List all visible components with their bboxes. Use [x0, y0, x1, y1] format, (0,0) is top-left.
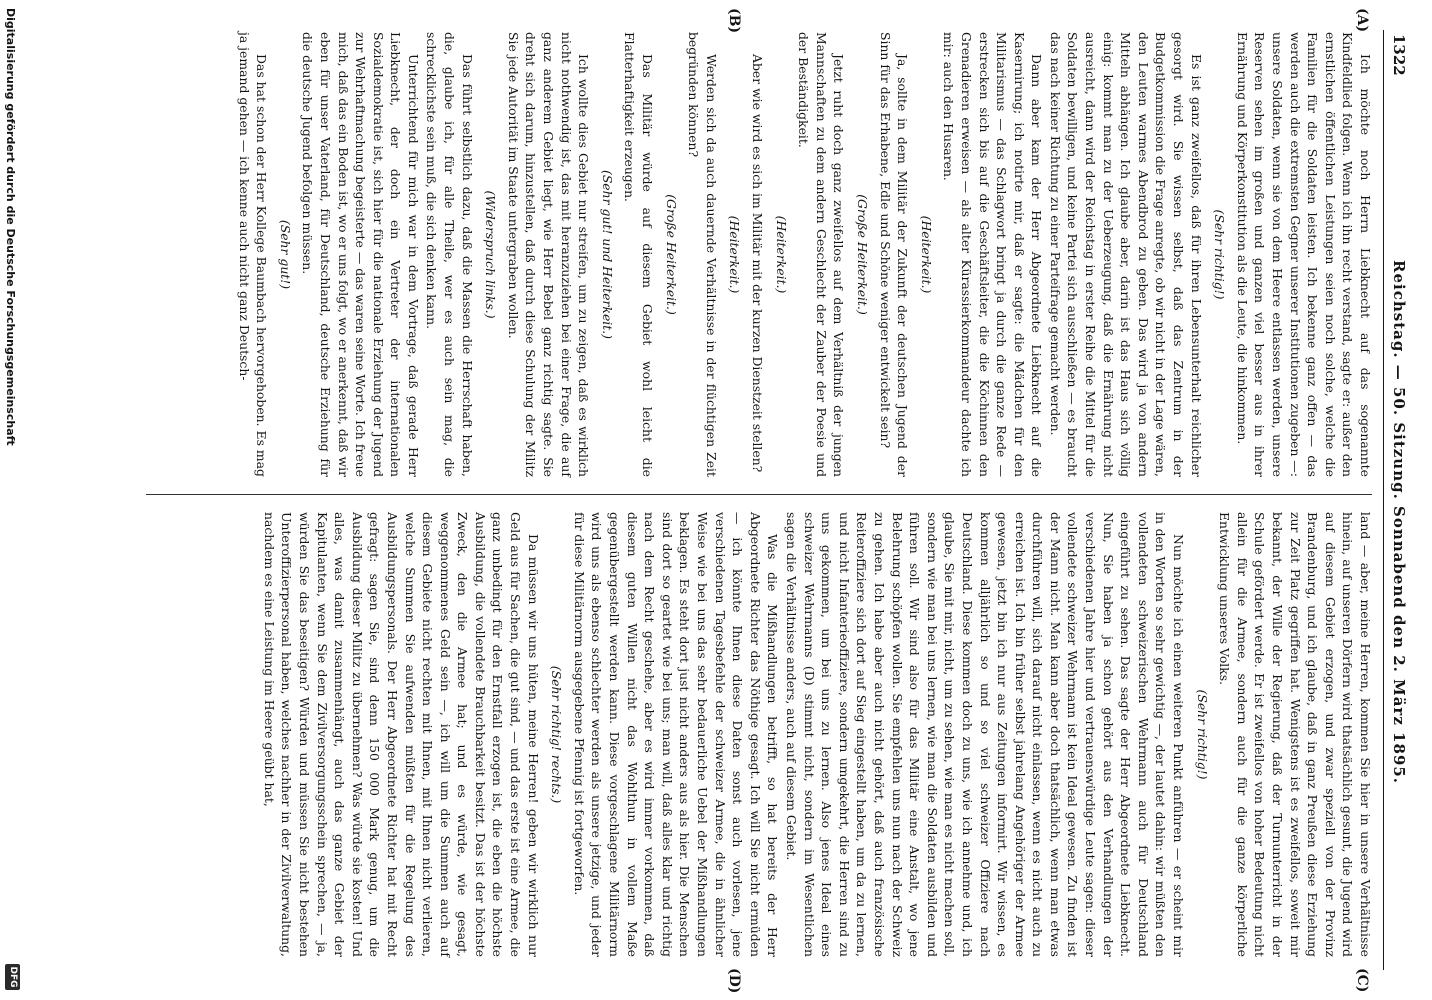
paragraph: Ich möchte noch Herrn Liebknecht auf das sogenannte Kindfeldlied folgen. Wenn ich ihn recht verstand, sagte er: außer den ernstlichen öffentlichen Leistungen seien noch solche, welche die Familien für die Soldaten leisten. Ich bekenne ganz offen — das werden auch die extremsten Gegner unserer Institutionen zugeben —: unsere Soldaten, wenn sie von dem Heere entlassen werden, unsere Reserven sehen im großen und ganzen viel besser aus in ihrer Ernährung und Körperkonstitution als die Leute, die hinkommen. — [1234, 32, 1373, 477]
interjection: (Sehr gut! und Heiterkeit.) — [599, 169, 615, 340]
interjection: (Große Heiterkeit.) — [663, 194, 679, 315]
interjection: (Sehr richtig!) — [1212, 209, 1228, 300]
paragraph: Da müssen wir uns hüten, meine Herren! geben wir wirklich nur Geld aus für Sachen, die gut sind, — und das erste ist eine Armee, die ganz unbedingt für den Ernstfall erzogen ist, die eben die höchste Ausbildung, die vollendete Brauchbarkeit besitzt. Das ist der höchste Zweck, den die Armee hat; und es würde, wie gesagt, weggenommenes Geld sein —, ich will um die Summen auch auf diesem Gebiete nicht rechten mit Ihnen, mit Ihnen nicht verlieren, welche Summen Sie aufwenden müßten für die Regelung des Ausbildungspersonals. Der Herr Abgeordnete Richter hat mit Recht gefragt: sagen Sie, sind denn 150 000 Mark genug, um die Ausbildung dieser Militz zu übernehmen? Was würde sie kosten! Und alles, was damit zusammenhängt, auch das ganze Gebiet der Kapitulanten, wenn Sie dem Zivilversorgungsschein sprechen, — ja, würden Sie das beseitigen? Würden und müssen Sie nicht bestehen Unteroffizierpersonal haben, welches nachher in der Zivilverwaltung, nachdem es eine Leistung im Heere geübt hat, — [261, 512, 541, 957]
margin-mark-a: (A) — [1354, 8, 1370, 33]
paragraph: Nun möchte ich einen weiteren Punkt anführen — er scheint mir in den Worten so sehr gewichtig —, der lautet dahin: wir müßten den vollendeten schweizerischen Wehrmann auch für Deutschland eingeführt zu sehen. Das sagte der Herr Abgeordnete Liebknecht. Nun, Sie haben ja schon gehört aus den Verhandlungen der verschiedenen Jahre hier und vertrauenswürdige Leute sagen: dieser vollendete schweizer Wehrmann ist kein Ideal gewesen. Zu finden ist der Mann nicht. Man kann aber doch thatsächlich, wenn man etwas durchführen will, sich darauf nicht einlassen, wenn es nicht auch zu erreichen ist. Ich bin früher selbst jahrelang Angehöriger der Armee gewesen, jetzt bin ich nur aus Zeitungen informirt. Wir wissen, es kommen alljährlich so und so viel schweizer Offiziere nach Deutschland. Diese kommen doch zu uns, wie ich annehme und, ich glaube, Sie mit mir, nicht, um zu sehen, wie man es nicht machen soll, sondern wie man bei uns lernen, wie man die Soldaten ausbilden und führen soll. Wir sind also für das Militär eine Anstalt, wo jene Belehrung schöpfen wollen. Sie empfehlen uns nun nach der Schweiz zu gehen. Ich habe aber auch nicht gehört, daß auch französische Reiteroffiziere sich dort auf Sieg eingestellt haben, um da zu lernen, und nicht Infanterieoffiziere, sondern umgekehrt, die Herren sind zu uns gekommen, um bei uns zu lernen. Also jenes Ideal eines schweizer Wehrmanns (D) stimmt nicht, sondern im Wesentlichen sagen die Verhältnisse anders, auch auf diesem Gebiet. — [784, 512, 1187, 957]
interjection: (Sehr gut!) — [277, 219, 293, 290]
interjection: (Sehr richtig! rechts.) — [549, 665, 565, 804]
paragraph: Das Militär würde auf diesem Gebiet wohl leicht die Flatterhaftigkeit erzeugen. — [622, 32, 656, 477]
column-divider — [146, 494, 1372, 495]
margin-mark-d: (D) — [726, 968, 742, 994]
page-number: 1322 — [1390, 34, 1408, 76]
interjection: (Heiterkeit.) — [773, 215, 789, 294]
paragraph: land — aber, meine Herren, kommen Sie hier in unsere Verhältnisse hinein, auf unseren Dörfern wird thatsächlich gesunt, die Jugend wird auf diesem Gebiet erzogen, und zwar speziell von der Provinz Brandenburg, und ich glaube, daß in ganz Preußen diese Erziehung zur Zeit Platz gegriffen hat. Wenigstens ist es zweifellos, soweit mir bekannt, der Wille der Regierung, daß der Turnunterricht in der Schule gefördert werde. Er ist zweifellos von hoher Bedeutung nicht allein für die Armee, sondern auch für die ganze körperliche Entwicklung unseres Volks. — [1217, 512, 1373, 957]
interjection: (Widerspruch links.) — [483, 190, 499, 319]
paragraph: Ich wollte dies Gebiet nur streifen, um zu zeigen, daß es wirklich nicht nothwendig ist, das mit heranzuziehen bei einer Frage, die auf ganz anderem Gebiet liegt, wie Herr Bebel ganz richtig sagte. Sie dreht sich darum, hinzustellen, daß durch diese Schulung der Militz Sie jede Autorität im Staate untergraben wollen. — [505, 32, 592, 477]
dfg-logo: DFG — [5, 964, 20, 990]
interjection: (Sehr richtig!) — [1194, 689, 1210, 780]
page-header — [1383, 30, 1410, 970]
margin-mark-b: (B) — [726, 8, 742, 34]
paragraph: Dann aber kam der Herr Abgeordnete Liebknecht auf die Kasernirung; ich notirte mir, daß er sagte: die Mädchen für den Militarismus — das Schlagwort bringt ja durch die ganze Rede — erstrecken sich bis auf die Geschäftsleiter, die die Köchinnen den Grenadieren erweisen — als alter Kürassierkommandeur dachte ich mir: auch den Husaren. — [941, 32, 1045, 477]
paragraph: Jetzt ruht doch ganz zweifellos auf dem Verhältniß der jungen Mannschaften zu dem andern Geschlecht der Zauber der Poesie und der Beständigkeit. — [796, 32, 847, 477]
paragraph: Das führt selbstlich dazu, daß die Massen die Herrschaft haben, die, glaube ich, für alle Theile, wer es auch sein mag, die schrecklichste sein muß, die sich denken kann. — [424, 32, 475, 477]
interjection: (Große Heiterkeit.) — [854, 194, 870, 315]
running-title: Reichstag. — 50. Sitzung. Sonnabend den 2. März 1895. — [1390, 260, 1408, 785]
paragraph: Aber wie wird es sich im Militär mit der kurzen Dienstzeit stellen? — [750, 54, 765, 473]
paragraph: Ja, sollte in dem Militär der Zukunft der deutschen Jugend der Sinn für das Erhabene, Edle und Schöne weniger entwickelt sein? — [877, 32, 911, 477]
interjection: (Heiterkeit.) — [918, 215, 934, 294]
margin-mark-c: (C) — [1354, 968, 1370, 993]
interjection: (Heiterkeit.) — [727, 215, 743, 294]
digitization-credit: Digitalisierung gefördert durch die Deutsche Forschungsgemeinschaft — [4, 8, 17, 446]
paragraph: Unterrichtend für mich war in dem Vortrage, daß gerade Herr Liebknecht, der doch ein Vertreter der internationalen Sozialdemokratie ist, sich hier für die nationale Erziehung der Jugend zur Wehrhaftmachung begeisterte — das waren seine Worte. Ich freue mich, daß das ein Boden ist, wo er uns folgt, wo er anerkennt, daß wir eben für unser Vaterland, für Deutschland, deutsche Erziehung für die deutsche Jugend befolgen müssen. — [300, 32, 421, 477]
paragraph: Es ist ganz zweifellos, daß für ihren Lebensunterhalt reichlicher gesorgt wird. Sie wissen selbst, daß das Zentrum in der Budgetkommission die Frage anregte, ob wir nicht in der Lage wären, den Leuten warmes Abendbrod zu geben. Das wird ja von andern Mitteln abhängen. Ich glaube aber, darin ist das Haus sich völlig einig: kommt man zu der Ueberzeugung, daß die Ernährung nicht ausreicht, dann wird der Reichstag in erster Reihe die Mittel für die Soldaten bewilligen, und keine Partei sich ausschließen — es braucht das nach keiner Richtung zu einer Parteifrage gemacht werden. — [1047, 32, 1204, 477]
paragraph: Das hat schon der Herr Kollege Baumbach hervorgehoben. Es mag ja jemand gehen — ich kenne auch nicht ganz Deutsch- — [236, 32, 270, 477]
right-column — [150, 512, 1374, 957]
paragraph: Was die Mißhandlungen betrifft, so hat bereits der Herr Abgeordnete Richter das Nöthige gesagt. Ich will Sie nicht ermüden — ich könnte Ihnen diese Daten sonst auch vorlesen, jene verschiedenen Tagesbefehle der schweizer Armee, die in ähnlicher Weise wie bei uns das sehr bedauerliche Uebel der Mißhandlungen beklagen. Es steht dort just nicht anders aus als hier. Die Menschen sind dort so geartet wie bei uns; man will, daß alles klar und richtig nach dem Recht geschehe, aber es wird immer vorkommen, daß diesem guten Willen nicht das Wohlthun in vollem Maße gegenübergestellt werden kann. Diese vorgeschlagene Militärnorm wird uns als ebenso schlechter werden als unsere jetzige, und jeder für diese Militärnorm ausgegebene Pfennig ist fortgeworfen. — [571, 512, 781, 957]
paragraph: Werden sich da auch dauernde Verhältnisse in der flüchtigen Zeit begründen können? — [686, 32, 719, 477]
left-column — [150, 32, 1374, 477]
